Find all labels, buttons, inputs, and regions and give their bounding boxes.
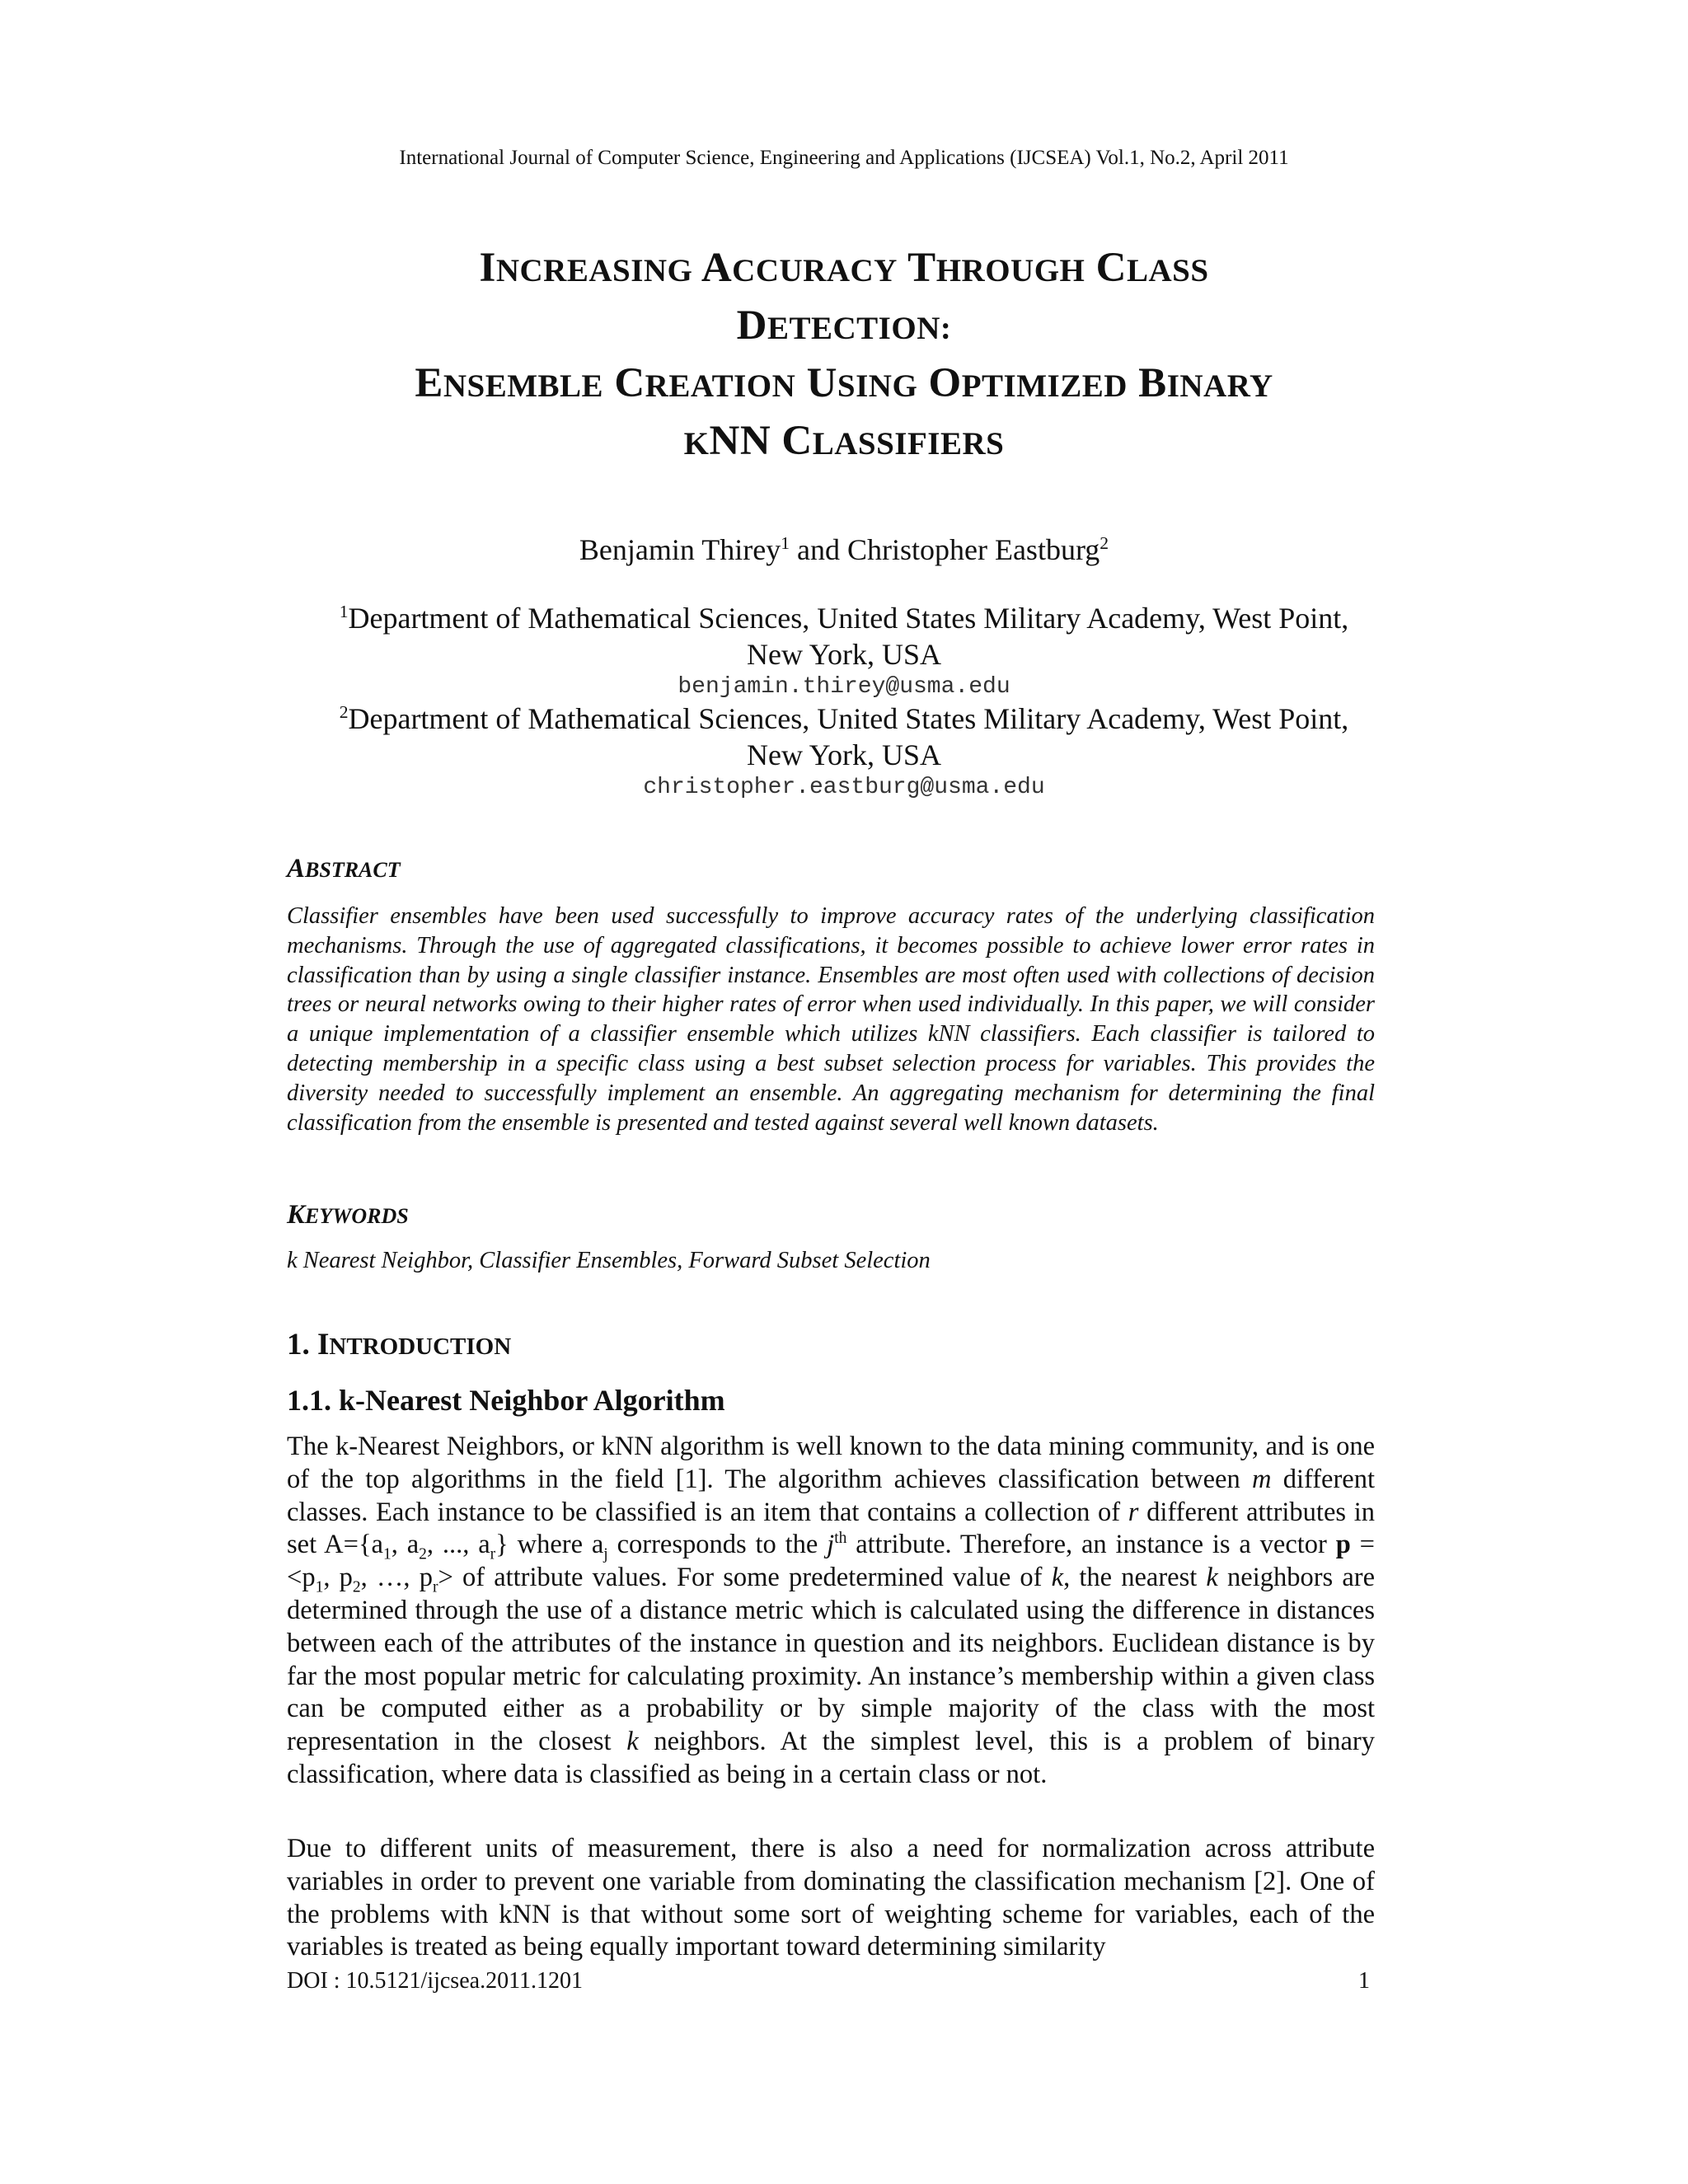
affiliation-text: Department of Mathematical Sciences, United States Military Academy, West Point, xyxy=(348,602,1349,635)
doi-footer: DOI : 10.5121/ijcsea.2011.1201 xyxy=(287,1968,584,1994)
heading-text: BSTRACT xyxy=(305,858,401,882)
title-text: E xyxy=(415,360,443,406)
subscript: r xyxy=(432,1578,438,1596)
section-number: 1. xyxy=(287,1328,310,1361)
para-text: neighbors. At the simplest level, this is a problem of binary classification, where data is classified as being in a certain class or not. xyxy=(287,1727,1375,1789)
title-text: ETECTION: xyxy=(767,311,952,346)
title-text: LASS xyxy=(1126,253,1209,288)
running-head: International Journal of Computer Science, Engineering and Applications (IJCSEA) Vol.1, No.2, April 2011 xyxy=(399,147,1289,169)
math-var: k xyxy=(1206,1563,1218,1593)
keywords-heading xyxy=(287,1200,409,1230)
title-text: K xyxy=(683,426,710,462)
para-text: } where a xyxy=(495,1530,604,1560)
body-paragraph-2: Due to different units of measurement, there is also a need for normalization across attribute variables in order to prevent one variable from dominating the classification mechanism [2]. One of the problems with kNN is that without some sort of weighting scheme for variables, each of the variables is treated as being equally important toward determining similarity xyxy=(287,1834,1375,1962)
subscript: 1 xyxy=(383,1545,392,1563)
affiliation-2 xyxy=(214,701,1474,803)
paper-title xyxy=(206,241,1482,471)
math-var: r xyxy=(1128,1497,1139,1527)
math-var: k xyxy=(1051,1563,1064,1593)
para-text: > of attribute values. For some predetermined value of xyxy=(438,1563,1052,1593)
title-text: B xyxy=(1138,360,1167,406)
title-text: C xyxy=(781,418,813,464)
title-text: I xyxy=(479,245,496,291)
title-text: LASSIFIERS xyxy=(812,426,1005,462)
para-text: , p xyxy=(323,1563,353,1593)
affiliation-mark: 1 xyxy=(781,533,790,553)
title-text: U xyxy=(806,360,837,406)
page-number: 1 xyxy=(1358,1968,1370,1994)
title-text: SING xyxy=(837,368,918,404)
title-text: PTIMIZED xyxy=(961,368,1128,404)
title-text: NCREASING xyxy=(495,253,693,288)
para-text: The k-Nearest Neighbors, or kNN algorithm is well known to the data mining community, and is one of the top algorithms in the field [1]. The algorithm achieves classification between xyxy=(287,1432,1375,1494)
title-text: O xyxy=(928,360,962,406)
superscript: th xyxy=(834,1530,847,1548)
heading-text: NTRODUCTION xyxy=(329,1333,512,1360)
subscript: 2 xyxy=(352,1578,361,1596)
para-text: attribute. Therefore, an instance is a vector xyxy=(846,1530,1336,1560)
title-text: NSEMBLE xyxy=(443,368,604,404)
title-text: INARY xyxy=(1166,368,1273,404)
para-text: , ..., a xyxy=(426,1530,490,1560)
heading-text: EYWORDS xyxy=(305,1204,409,1228)
title-text: C xyxy=(1095,245,1127,291)
title-text: T xyxy=(907,245,936,291)
author-name: Benjamin Thirey xyxy=(579,533,781,566)
author-email[interactable]: benjamin.thirey@usma.edu xyxy=(678,674,1010,700)
affiliation-mark: 1 xyxy=(339,602,349,621)
subscript: j xyxy=(603,1545,608,1563)
title-text: C xyxy=(614,360,645,406)
title-text: HROUGH xyxy=(935,253,1085,288)
title-text: CCURACY xyxy=(732,253,898,288)
math-var: j xyxy=(827,1530,835,1560)
title-text: A xyxy=(701,245,733,291)
subsection-heading: 1.1. k-Nearest Neighbor Algorithm xyxy=(287,1384,725,1417)
affiliation-mark: 2 xyxy=(339,702,349,722)
abstract-body: Classifier ensembles have been used successfully to improve accuracy rates of the underlying classification mechanisms. Through the use of aggregated classifications, it becomes possible to achieve lower error rates in classification than by using a single classifier instance. Ensembles are most often used with collections of decision trees or neural networks owing to their higher rates of error when used individually. In this paper, we will consider a unique implementation of a classifier ensemble which utilizes kNN classifiers. Each classifier is tailored to detecting membership in a specific class using a best subset selection process for variables. This provides the diversity needed to successfully implement an ensemble. An aggregating mechanism for determining the final classification from the ensemble is presented and tested against several well known datasets. xyxy=(287,903,1375,1136)
introduction-heading xyxy=(287,1327,511,1362)
author-name: Christopher Eastburg xyxy=(846,533,1100,566)
affiliation-text: New York, USA xyxy=(746,738,942,771)
subscript: r xyxy=(490,1545,496,1563)
para-text: , …, p xyxy=(360,1563,433,1593)
title-text: REATION xyxy=(645,368,796,404)
affiliation-text: New York, USA xyxy=(746,638,942,671)
author-conjunction: and xyxy=(797,533,840,566)
affiliation-mark: 2 xyxy=(1100,533,1109,553)
author-line xyxy=(0,532,1688,567)
vector-var: p xyxy=(1335,1530,1351,1560)
subscript: 2 xyxy=(419,1545,427,1563)
para-text: neighbors are determined through the use of a distance metric which is calculated using the difference in distances between each of the attributes of the instance in question and its neighbors. Euclidean distance is by far the most popular metric for calculating proximity. An instance’s membership within a given class can be computed either as a probability or by simple majority of the class with the most representation in the closest xyxy=(287,1563,1376,1757)
para-text: , the nearest xyxy=(1063,1563,1207,1593)
title-text: NN xyxy=(709,418,771,464)
affiliation-text: Department of Mathematical Sciences, United States Military Academy, West Point, xyxy=(348,702,1349,735)
affiliation-1 xyxy=(214,600,1474,702)
math-var: m xyxy=(1251,1464,1272,1494)
math-var: k xyxy=(626,1727,639,1757)
heading-text: A xyxy=(287,854,306,883)
abstract-heading xyxy=(287,854,401,884)
title-text: D xyxy=(736,302,767,349)
para-text: different attributes in set A={a xyxy=(287,1497,1375,1560)
heading-text: K xyxy=(287,1200,306,1230)
para-text: , a xyxy=(391,1530,420,1560)
para-text: different classes. Each instance to be classified is an item that contains a collection of xyxy=(287,1464,1376,1527)
heading-text: I xyxy=(317,1328,330,1361)
keywords-body: k Nearest Neighbor, Classifier Ensembles, Forward Subset Selection xyxy=(287,1248,931,1273)
author-email[interactable]: christopher.eastburg@usma.edu xyxy=(643,775,1045,800)
body-paragraph-1 xyxy=(287,1431,1375,1792)
para-text: corresponds to the xyxy=(607,1530,828,1560)
para-text: = <p xyxy=(287,1530,1375,1593)
subscript: 1 xyxy=(315,1578,324,1596)
